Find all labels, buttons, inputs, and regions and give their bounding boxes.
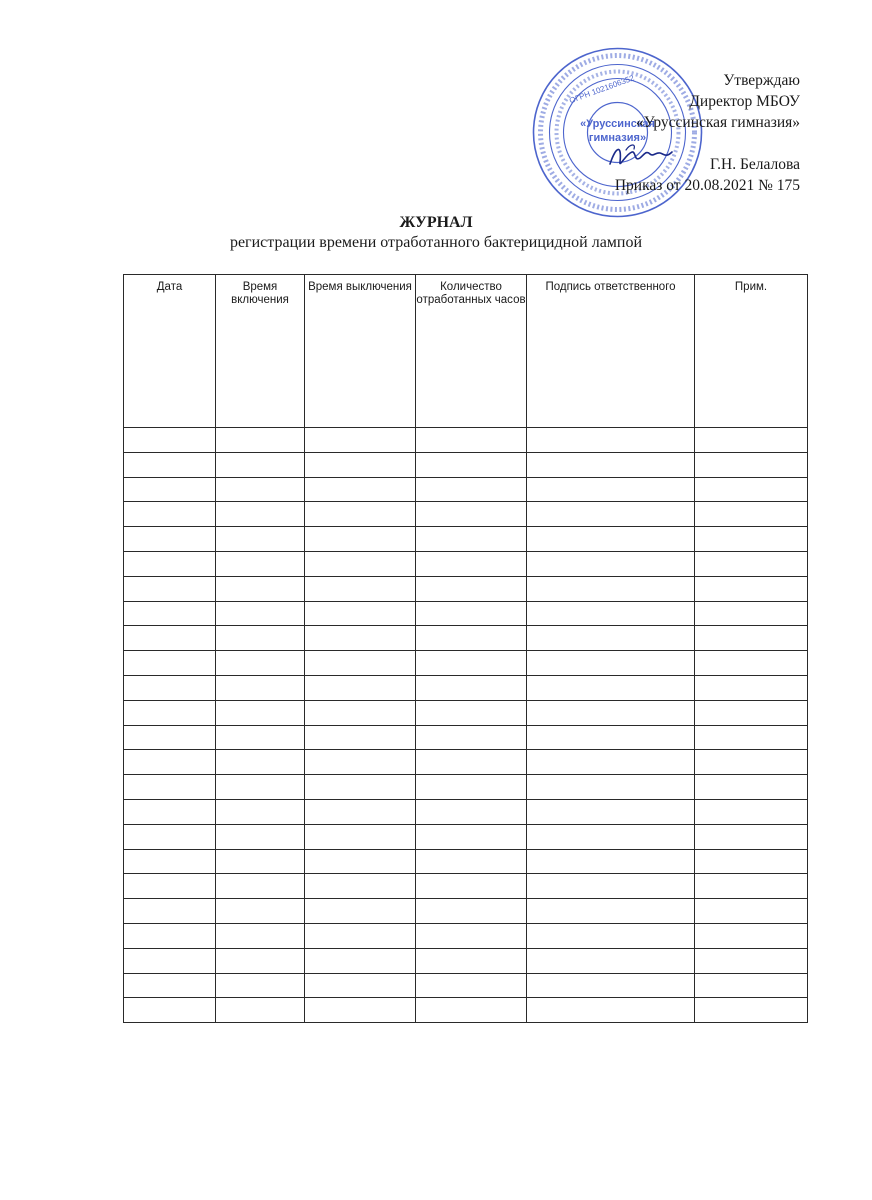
approval-block — [615, 70, 800, 196]
table-cell — [695, 675, 808, 700]
table-cell — [695, 725, 808, 750]
director-signature — [606, 140, 676, 172]
table-cell — [527, 998, 695, 1023]
journal-table — [123, 274, 808, 1023]
approval-signer: Г.Н. Белалова — [709, 156, 800, 173]
table-cell — [527, 601, 695, 626]
table-cell — [416, 452, 527, 477]
table-row — [124, 477, 808, 502]
table-cell — [124, 824, 216, 849]
table-cell — [695, 874, 808, 899]
table-cell — [695, 626, 808, 651]
table-cell — [527, 452, 695, 477]
table-row — [124, 700, 808, 725]
table-cell — [216, 576, 305, 601]
table-cell — [305, 626, 416, 651]
column-header-date: Дата — [124, 275, 216, 428]
approval-line-position: Директор МБОУ — [689, 93, 800, 110]
table-row — [124, 675, 808, 700]
table-cell — [216, 551, 305, 576]
table-cell — [695, 452, 808, 477]
table-cell — [124, 899, 216, 924]
table-cell — [124, 948, 216, 973]
table-cell — [124, 849, 216, 874]
table-cell — [216, 824, 305, 849]
table-cell — [527, 874, 695, 899]
table-cell — [124, 452, 216, 477]
table-row — [124, 601, 808, 626]
table-cell — [216, 477, 305, 502]
table-cell — [305, 750, 416, 775]
table-row — [124, 750, 808, 775]
column-header-off-time: Время выключения — [305, 275, 416, 428]
table-cell — [527, 824, 695, 849]
table-cell — [416, 899, 527, 924]
table-cell — [305, 998, 416, 1023]
table-cell — [216, 651, 305, 676]
table-cell — [216, 626, 305, 651]
table-cell — [124, 428, 216, 453]
table-cell — [216, 874, 305, 899]
table-cell — [305, 799, 416, 824]
table-cell — [124, 626, 216, 651]
table-cell — [695, 948, 808, 973]
table-cell — [416, 973, 527, 998]
column-header-on-time: Время включения — [216, 275, 305, 428]
table-cell — [416, 651, 527, 676]
table-cell — [695, 551, 808, 576]
table-cell — [216, 923, 305, 948]
table-cell — [124, 700, 216, 725]
table-cell — [305, 675, 416, 700]
table-body — [124, 428, 808, 1023]
table-cell — [416, 626, 527, 651]
table-cell — [305, 725, 416, 750]
table-cell — [216, 775, 305, 800]
table-cell — [695, 700, 808, 725]
table-row — [124, 874, 808, 899]
table-cell — [416, 874, 527, 899]
table-cell — [695, 849, 808, 874]
table-cell — [124, 998, 216, 1023]
table-cell — [416, 700, 527, 725]
approval-line-school: «Уруссинская гимназия» — [636, 114, 800, 131]
table-cell — [216, 428, 305, 453]
table-cell — [305, 651, 416, 676]
stamp-center-text-2: гимназия» — [588, 132, 647, 144]
table-cell — [416, 775, 527, 800]
table-cell — [695, 428, 808, 453]
table-cell — [305, 849, 416, 874]
table-cell — [527, 948, 695, 973]
table-cell — [527, 750, 695, 775]
table-cell — [695, 576, 808, 601]
table-cell — [216, 998, 305, 1023]
table-cell — [216, 452, 305, 477]
table-cell — [305, 700, 416, 725]
table-cell — [695, 824, 808, 849]
table-cell — [416, 428, 527, 453]
table-row — [124, 576, 808, 601]
table-cell — [124, 799, 216, 824]
table-cell — [416, 948, 527, 973]
table-row — [124, 725, 808, 750]
table-cell — [305, 948, 416, 973]
table-row — [124, 452, 808, 477]
column-header-signature: Подпись ответственного — [527, 275, 695, 428]
table-row — [124, 948, 808, 973]
table-row — [124, 502, 808, 527]
table-cell — [216, 700, 305, 725]
table-row — [124, 824, 808, 849]
table-cell — [216, 527, 305, 552]
table-row — [124, 626, 808, 651]
table-cell — [124, 750, 216, 775]
table-cell — [416, 799, 527, 824]
table-cell — [527, 626, 695, 651]
table-cell — [695, 502, 808, 527]
table-cell — [216, 725, 305, 750]
table-cell — [695, 998, 808, 1023]
table-row — [124, 973, 808, 998]
table-cell — [416, 849, 527, 874]
table-row — [124, 551, 808, 576]
table-row — [124, 527, 808, 552]
table-cell — [305, 452, 416, 477]
table-cell — [695, 527, 808, 552]
journal-subtitle: регистрации времени отработанного бактерицидной лампой — [229, 234, 643, 251]
table-cell — [527, 551, 695, 576]
table-cell — [124, 675, 216, 700]
table-cell — [695, 799, 808, 824]
table-cell — [124, 725, 216, 750]
stamp-ogrn: ОГРН 1021606352 — [568, 73, 636, 106]
table-cell — [124, 874, 216, 899]
table-cell — [305, 874, 416, 899]
stamp-center-text-1: «Уруссинская — [580, 118, 655, 130]
table-cell — [416, 824, 527, 849]
table-cell — [416, 502, 527, 527]
table-cell — [216, 750, 305, 775]
table-cell — [216, 502, 305, 527]
table-cell — [527, 775, 695, 800]
table-cell — [305, 899, 416, 924]
table-cell — [416, 601, 527, 626]
table-header-row — [124, 275, 808, 428]
table-cell — [416, 576, 527, 601]
table-cell — [527, 923, 695, 948]
table-cell — [695, 899, 808, 924]
table-row — [124, 923, 808, 948]
approval-line-approve: Утверждаю — [723, 72, 800, 89]
table-cell — [416, 725, 527, 750]
table-cell — [416, 527, 527, 552]
table-cell — [305, 477, 416, 502]
table-row — [124, 651, 808, 676]
table-cell — [527, 700, 695, 725]
table-cell — [527, 527, 695, 552]
table-row — [124, 775, 808, 800]
table-cell — [305, 527, 416, 552]
table-cell — [695, 651, 808, 676]
table-cell — [527, 799, 695, 824]
table-cell — [216, 948, 305, 973]
table-cell — [124, 477, 216, 502]
table-cell — [695, 601, 808, 626]
table-cell — [416, 923, 527, 948]
table-cell — [124, 973, 216, 998]
table-cell — [527, 973, 695, 998]
table-cell — [527, 477, 695, 502]
approval-order: Приказ от 20.08.2021 № 175 — [614, 177, 800, 194]
table-cell — [527, 899, 695, 924]
journal-heading: ЖУРНАЛ — [399, 214, 473, 231]
table-cell — [527, 428, 695, 453]
table-cell — [416, 477, 527, 502]
column-header-hours: Количество отработанных часов — [416, 275, 527, 428]
table-cell — [216, 799, 305, 824]
table-cell — [305, 502, 416, 527]
table-cell — [124, 775, 216, 800]
table-cell — [527, 651, 695, 676]
table-cell — [416, 675, 527, 700]
table-cell — [305, 576, 416, 601]
table-row — [124, 998, 808, 1023]
table-cell — [124, 601, 216, 626]
table-cell — [305, 824, 416, 849]
table-row — [124, 849, 808, 874]
table-row — [124, 428, 808, 453]
table-cell — [305, 775, 416, 800]
table-cell — [305, 601, 416, 626]
table-cell — [695, 775, 808, 800]
table-cell — [216, 973, 305, 998]
table-cell — [416, 551, 527, 576]
table-cell — [305, 551, 416, 576]
table-cell — [305, 973, 416, 998]
table-cell — [216, 675, 305, 700]
table-cell — [124, 651, 216, 676]
table-cell — [124, 923, 216, 948]
table-cell — [416, 998, 527, 1023]
table-cell — [124, 551, 216, 576]
table-cell — [527, 849, 695, 874]
table-cell — [527, 576, 695, 601]
table-cell — [305, 428, 416, 453]
table-cell — [124, 502, 216, 527]
table-cell — [695, 477, 808, 502]
table-cell — [216, 899, 305, 924]
table-row — [124, 899, 808, 924]
table-cell — [695, 750, 808, 775]
table-cell — [695, 973, 808, 998]
document-title — [0, 213, 872, 253]
table-cell — [216, 601, 305, 626]
table-cell — [527, 675, 695, 700]
table-cell — [216, 849, 305, 874]
table-cell — [527, 725, 695, 750]
table-cell — [124, 527, 216, 552]
table-cell — [695, 923, 808, 948]
table-cell — [416, 750, 527, 775]
table-cell — [527, 502, 695, 527]
table-cell — [124, 576, 216, 601]
table-cell — [305, 923, 416, 948]
table-row — [124, 799, 808, 824]
column-header-notes: Прим. — [695, 275, 808, 428]
